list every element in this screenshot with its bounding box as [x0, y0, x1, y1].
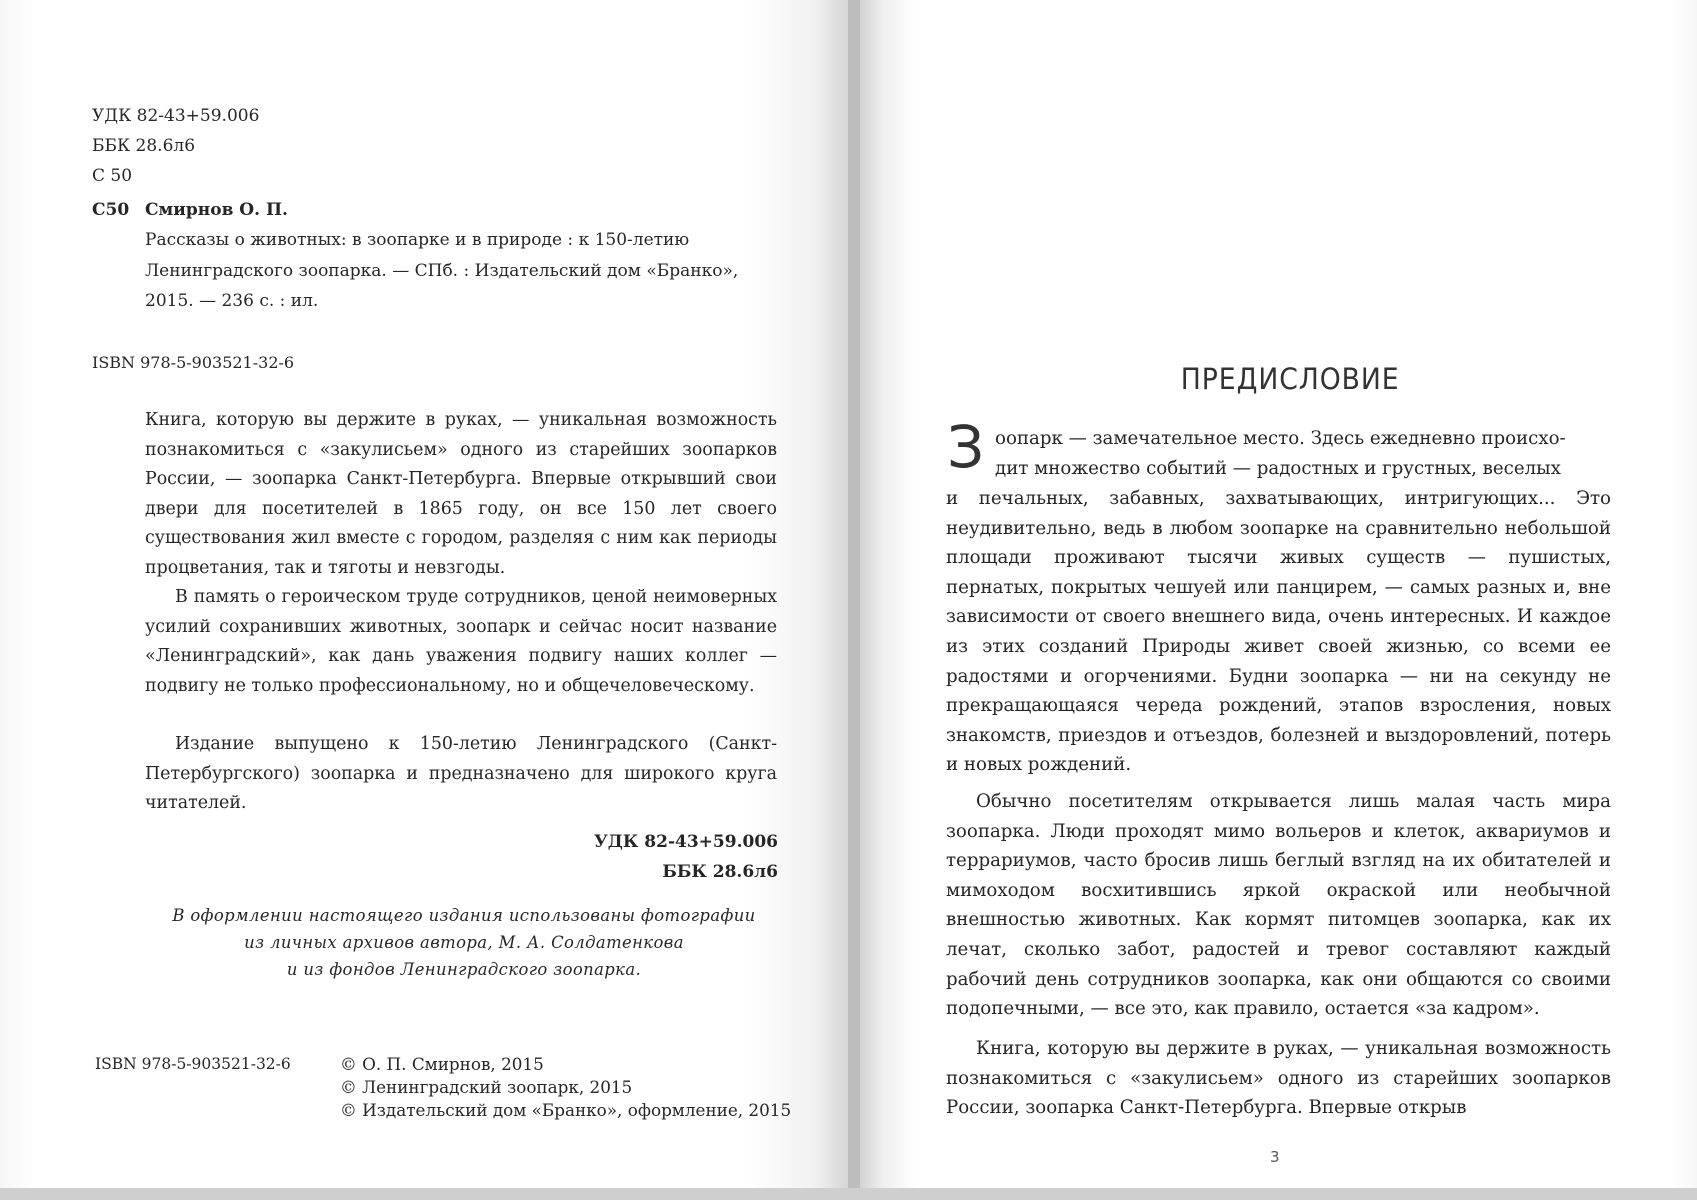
bib-line-1: Рассказы о животных: в зоопарке и в природе : к 150-летию — [145, 230, 690, 250]
preface-paragraph-2: Обычно посетителям открывается лишь малая часть мира зоопарка. Люди проходят мимо вольеров и клеток, аквариумов и террариумов, часто бросив лишь беглый взгляд на их обитателей и мимоходом восхитившись яркой окраской или необычной внешностью животных. Как кормят питомцев зоопарка, как их лечат, сколько забот, радостей и тревог составляют каждый рабочий день сотрудников зоопарка, как они общаются со своими подопечными, — все это, как правило, остается «за кадром». — [946, 791, 1611, 1020]
photo-credits-line: из личных архивов автора, М. А. Солдатенкова — [244, 933, 684, 952]
bib-line-2: Ленинградского зоопарка. — СПб. : Издательский дом «Бранко», — [145, 261, 739, 281]
bbk-header: ББК 28.6л6 — [92, 136, 196, 156]
annotation-paragraph-2: В память о героическом труде сотрудников, ценой неимоверных усилий сохранивших животных, зоопарк и сейчас носит название «Ленинградский», как дань уважения подвигу наших коллег — подвигу не только профессиональному, но и общечеловеческому. — [145, 587, 777, 696]
drop-cap: З — [947, 413, 985, 481]
preface-paragraph-3: Книга, которую вы держите в руках, — уникальная возможность познакомиться с «закулисьем» одного из старейших зоопарков России, зоопарка Санкт-Петербурга. Впервые открыв — [946, 1038, 1611, 1119]
preface-paragraph-1: и печальных, забавных, захватывающих, интригующих... Это неудивительно, ведь в любом зоопарке на сравнительно небольшой площади проживают тысячи живых существ — пушистых, пернатых, покрытых чешуей или панцирем, — самых разных и, вне зависимости от своего внешнего вида, очень интересных. И каждое из этих созданий Природы живет своей жизнью, со всеми ее радостями и огорчениями. Будни зоопарка — ни на секунду не прекращающаяся череда рождений, этапов взросления, новых знакомств, приездов и отъездов, болезней и выздоровлений, потерь и новых рождений. — [946, 488, 1611, 776]
copyright-publisher: © Издательский дом «Бранко», оформление, 2015 — [340, 1100, 792, 1120]
udk-header: УДК 82-43+59.006 — [92, 106, 260, 126]
author-code: С50 — [92, 200, 130, 220]
photo-credits-line: В оформлении настоящего издания использованы фотографии — [172, 906, 756, 925]
book-gutter — [848, 0, 860, 1200]
index-code: С 50 — [92, 166, 133, 186]
copyright-zoo: © Ленинградский зоопарк, 2015 — [340, 1077, 633, 1097]
copyright-author: © О. П. Смирнов, 2015 — [340, 1054, 544, 1074]
page-number: 3 — [1270, 1148, 1280, 1166]
udk-footer: УДК 82-43+59.006 — [594, 832, 778, 852]
preface-first-line: оопарк — замечательное место. Здесь ежедневно происхо- — [995, 428, 1566, 449]
annotation-paragraph-1: Книга, которую вы держите в руках, — уникальная возможность познакомиться с «закулисьем» одного из старейших зоопарков России, — зоопарка Санкт-Петербурга. Впервые открывший свои двери для посетителей в 1865 году, он все 150 лет своего существования жил вместе с городом, разделяя с ним как периоды процветания, так и тяготы и невзгоды. — [145, 410, 777, 578]
isbn-footer: ISBN 978-5-903521-32-6 — [95, 1055, 291, 1073]
preface-second-line: дит множество событий — радостных и грустных, веселых — [995, 458, 1561, 479]
author-name: Смирнов О. П. — [145, 200, 288, 220]
annotation-paragraph-3: Издание выпущено к 150-летию Ленинградского (Санкт-Петербургского) зоопарка и предназначено для широкого круга читателей. — [145, 734, 777, 813]
bbk-footer: ББК 28.6л6 — [662, 862, 778, 882]
isbn-main: ISBN 978-5-903521-32-6 — [92, 353, 295, 372]
photo-credits-line: и из фондов Ленинградского зоопарка. — [286, 960, 642, 979]
photo-credits — [150, 902, 778, 983]
bib-line-3: 2015. — 236 с. : ил. — [145, 291, 319, 311]
page-title: ПРЕДИСЛОВИЕ — [1180, 362, 1400, 396]
page-bottom-edge — [0, 1188, 1697, 1200]
